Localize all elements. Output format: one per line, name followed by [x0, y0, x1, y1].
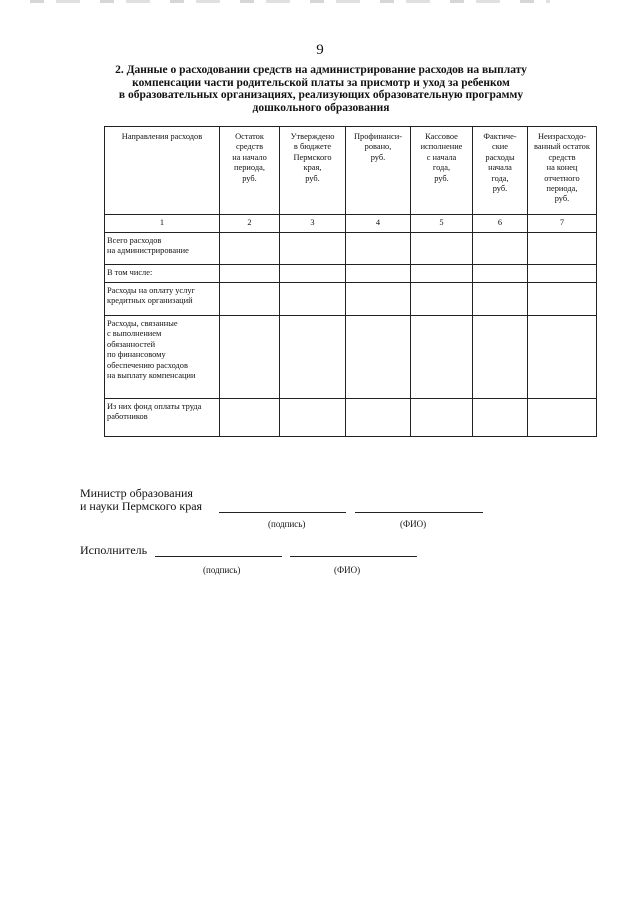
table-cell [473, 399, 528, 437]
column-header: Утверждено в бюджете Пермского края, руб. [280, 127, 346, 215]
table-cell [411, 233, 473, 265]
column-header: Профинанси- ровано, руб. [346, 127, 411, 215]
table-cell [473, 316, 528, 399]
table-cell [346, 316, 411, 399]
section-title-line: компенсации части родительской платы за присмотр и уход за ребенком [132, 76, 510, 89]
column-header: Остаток средств на начало периода, руб. [220, 127, 280, 215]
column-number: 1 [105, 215, 220, 233]
table-cell [411, 283, 473, 316]
minister-name-line[interactable] [355, 512, 483, 513]
name-caption: (ФИО) [334, 565, 361, 575]
executor-label: Исполнитель [80, 543, 148, 557]
table-cell [346, 233, 411, 265]
table-cell [280, 283, 346, 316]
table-cell [473, 265, 528, 283]
table-cell [346, 283, 411, 316]
table-cell [346, 399, 411, 437]
executor-signature-line[interactable] [155, 556, 282, 557]
row-label: Расходы на оплату услуг кредитных организаций [105, 283, 220, 316]
table-cell [411, 399, 473, 437]
table-row [105, 265, 597, 283]
section-title-line: 2. Данные о расходовании средств на администрирование расходов на выплату [115, 64, 527, 76]
column-header: Фактиче- ские расходы начала года, руб. [473, 127, 528, 215]
column-number: 6 [473, 215, 528, 233]
column-number: 5 [411, 215, 473, 233]
table-cell [411, 265, 473, 283]
table-cell [346, 265, 411, 283]
table-row [105, 316, 597, 399]
table-header-row [105, 127, 597, 215]
minister-signature-block [80, 487, 202, 513]
column-number: 2 [220, 215, 280, 233]
table-cell [473, 283, 528, 316]
name-caption: (ФИО) [400, 519, 427, 529]
table-row [105, 399, 597, 437]
column-number: 7 [528, 215, 597, 233]
row-label: Из них фонд оплаты труда работников [105, 399, 220, 437]
page-number: 9 [316, 42, 324, 58]
minister-title-line: Министр образования [80, 486, 193, 500]
table-cell [280, 399, 346, 437]
table-cell [280, 316, 346, 399]
minister-signature-line[interactable] [219, 512, 346, 513]
section-title [86, 64, 556, 114]
minister-title-line: и науки Пермского края [80, 499, 203, 513]
row-label: Всего расходов на администрирование [105, 233, 220, 265]
table-cell [280, 233, 346, 265]
table-cell [220, 265, 280, 283]
table-cell [220, 399, 280, 437]
row-label: Расходы, связанные с выполнением обязанностей по финансовому обеспечению расходов на выплату компенсации [105, 316, 220, 399]
table-cell [528, 283, 597, 316]
table-cell [473, 233, 528, 265]
row-label: В том числе: [105, 265, 220, 283]
table-row [105, 233, 597, 265]
expenses-table [104, 126, 597, 437]
table-row [105, 283, 597, 316]
table-cell [220, 283, 280, 316]
section-title-line: в образовательных организациях, реализующих образовательную программу [118, 89, 524, 102]
table-cell [528, 233, 597, 265]
table-cell [411, 316, 473, 399]
table-cell [220, 233, 280, 265]
signature-caption: (подпись) [268, 519, 306, 529]
executor-name-line[interactable] [290, 556, 417, 557]
table-cell [528, 265, 597, 283]
section-title-line: дошкольного образования [252, 101, 390, 114]
column-number-row [105, 215, 597, 233]
scan-header-artifact [30, 0, 550, 3]
column-number: 4 [346, 215, 411, 233]
table-cell [280, 265, 346, 283]
table-cell [220, 316, 280, 399]
column-header: Направления расходов [105, 127, 220, 215]
signature-caption: (подпись) [203, 565, 241, 575]
table-cell [528, 399, 597, 437]
column-header: Неизрасходо- ванный остаток средств на конец отчетного периода, руб. [528, 127, 597, 215]
table-cell [528, 316, 597, 399]
column-header: Кассовое исполнение с начала года, руб. [411, 127, 473, 215]
column-number: 3 [280, 215, 346, 233]
